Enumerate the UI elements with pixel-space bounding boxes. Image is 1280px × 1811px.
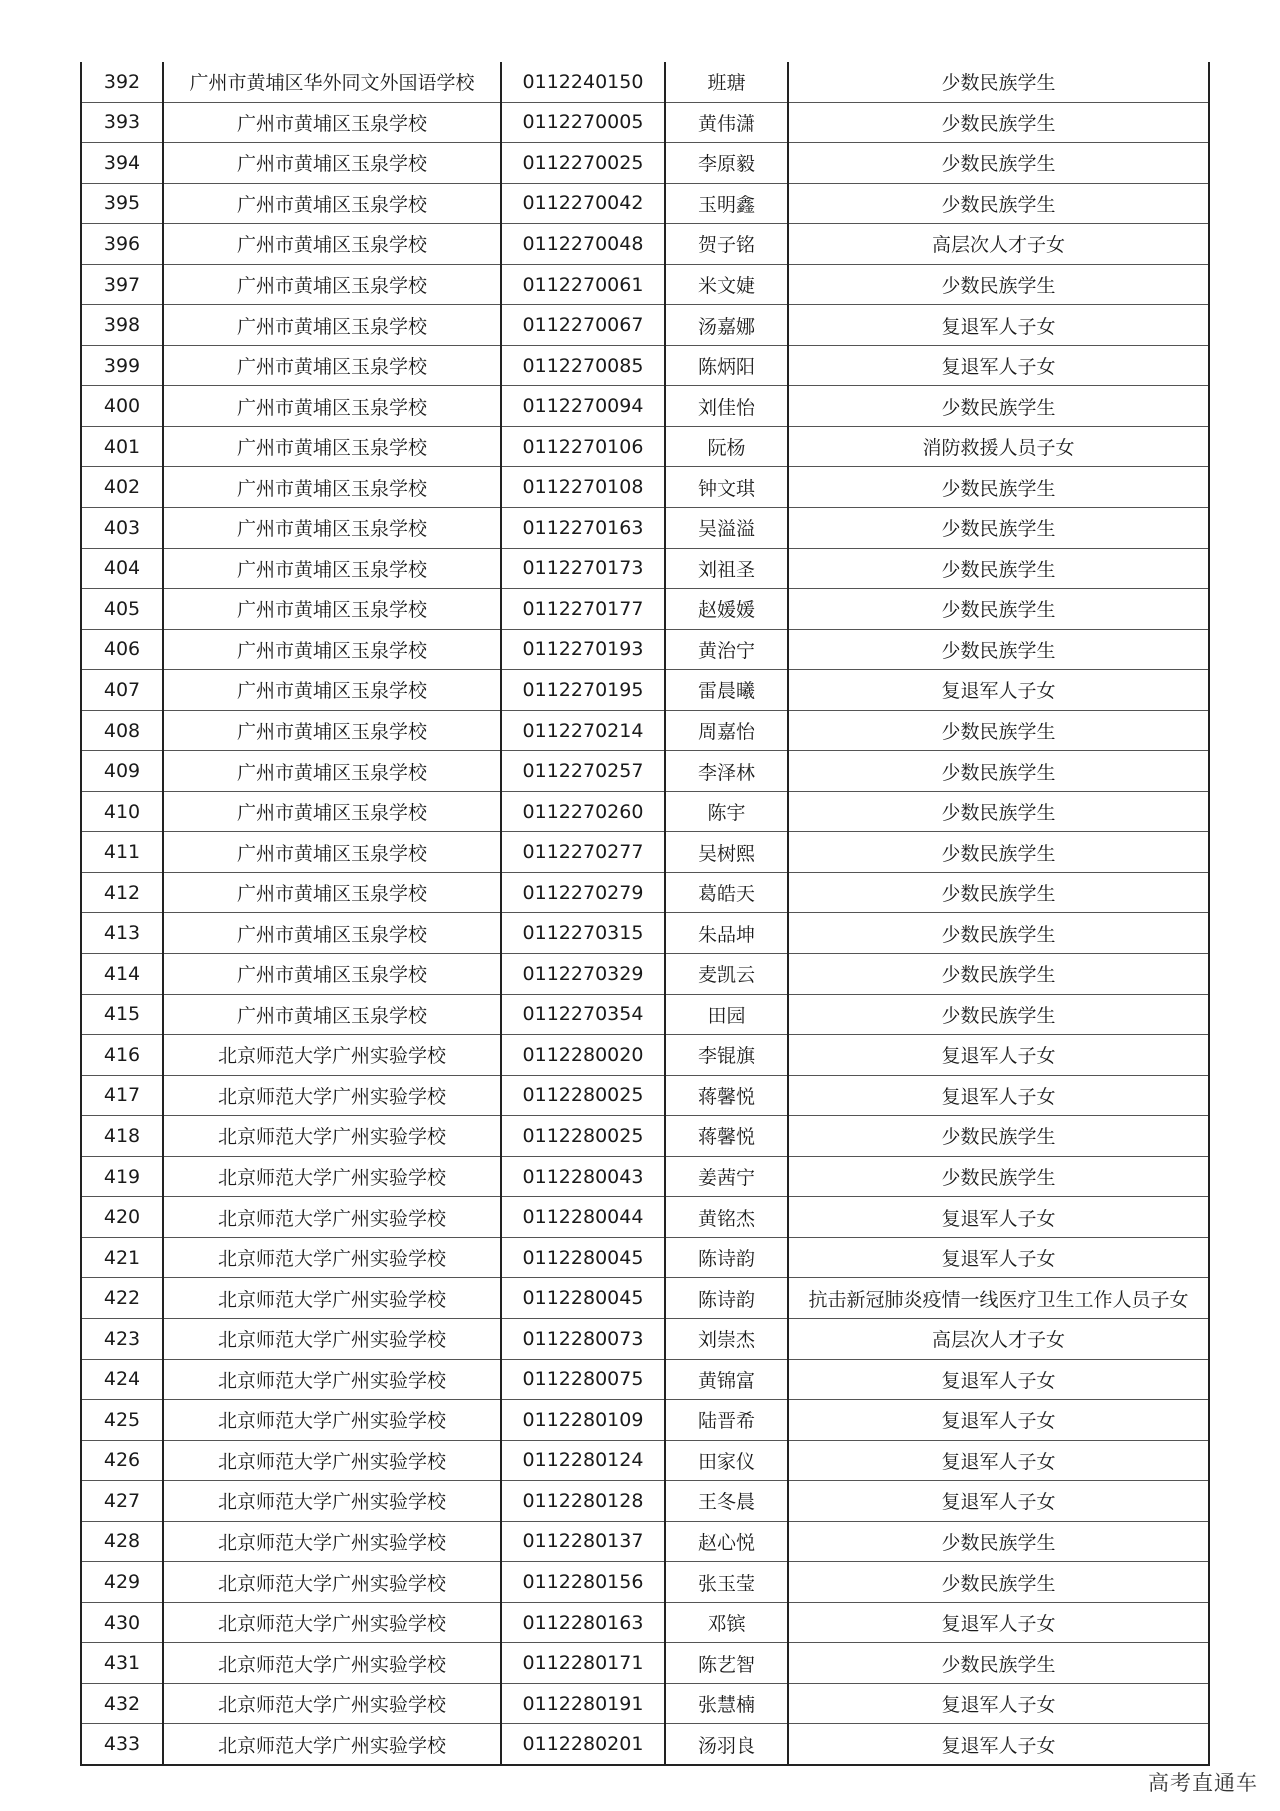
school-cell: 北京师范大学广州实验学校 <box>163 1481 501 1522</box>
category-cell: 复退军人子女 <box>788 305 1209 346</box>
table-row <box>81 1562 1209 1603</box>
student-id-cell: 0112270106 <box>501 426 665 467</box>
school-cell: 广州市黄埔区玉泉学校 <box>163 832 501 873</box>
student-id-cell: 0112270257 <box>501 751 665 792</box>
student-id-cell: 0112280156 <box>501 1562 665 1603</box>
table-row <box>81 954 1209 995</box>
student-name-cell: 贺子铭 <box>665 224 788 265</box>
school-cell: 北京师范大学广州实验学校 <box>163 1035 501 1076</box>
school-cell: 北京师范大学广州实验学校 <box>163 1562 501 1603</box>
student-id-cell: 0112270048 <box>501 224 665 265</box>
student-name-cell: 汤嘉娜 <box>665 305 788 346</box>
school-cell: 北京师范大学广州实验学校 <box>163 1521 501 1562</box>
category-cell: 少数民族学生 <box>788 143 1209 184</box>
table-row <box>81 872 1209 913</box>
student-name-cell: 雷晨曦 <box>665 670 788 711</box>
student-name-cell: 玉明鑫 <box>665 183 788 224</box>
student-id-cell: 0112280044 <box>501 1197 665 1238</box>
table-row <box>81 1602 1209 1643</box>
category-cell: 少数民族学生 <box>788 954 1209 995</box>
table-row <box>81 751 1209 792</box>
student-name-cell: 赵媛媛 <box>665 589 788 630</box>
student-name-cell: 阮杨 <box>665 426 788 467</box>
row-number-cell: 407 <box>81 670 163 711</box>
student-name-cell: 田园 <box>665 994 788 1035</box>
category-cell: 少数民族学生 <box>788 548 1209 589</box>
category-cell: 复退军人子女 <box>788 1035 1209 1076</box>
student-id-cell: 0112270042 <box>501 183 665 224</box>
category-cell: 复退军人子女 <box>788 1237 1209 1278</box>
row-number-cell: 422 <box>81 1278 163 1319</box>
student-name-cell: 吴溢溢 <box>665 508 788 549</box>
school-cell: 北京师范大学广州实验学校 <box>163 1237 501 1278</box>
school-cell: 广州市黄埔区玉泉学校 <box>163 102 501 143</box>
table-row <box>81 1197 1209 1238</box>
student-name-cell: 黄伟潇 <box>665 102 788 143</box>
row-number-cell: 412 <box>81 872 163 913</box>
row-number-cell: 408 <box>81 710 163 751</box>
student-id-cell: 0112280075 <box>501 1359 665 1400</box>
student-table <box>80 62 1210 1766</box>
school-cell: 北京师范大学广州实验学校 <box>163 1643 501 1684</box>
category-cell: 复退军人子女 <box>788 1197 1209 1238</box>
student-id-cell: 0112280163 <box>501 1602 665 1643</box>
student-id-cell: 0112270214 <box>501 710 665 751</box>
row-number-cell: 401 <box>81 426 163 467</box>
student-id-cell: 0112270173 <box>501 548 665 589</box>
category-cell: 少数民族学生 <box>788 994 1209 1035</box>
row-number-cell: 397 <box>81 264 163 305</box>
school-cell: 广州市黄埔区玉泉学校 <box>163 994 501 1035</box>
student-name-cell: 陈炳阳 <box>665 345 788 386</box>
student-name-cell: 陆晋希 <box>665 1400 788 1441</box>
table-row <box>81 1481 1209 1522</box>
row-number-cell: 424 <box>81 1359 163 1400</box>
row-number-cell: 427 <box>81 1481 163 1522</box>
row-number-cell: 404 <box>81 548 163 589</box>
student-id-cell: 0112270163 <box>501 508 665 549</box>
student-id-cell: 0112280025 <box>501 1075 665 1116</box>
school-cell: 北京师范大学广州实验学校 <box>163 1400 501 1441</box>
table-row <box>81 1035 1209 1076</box>
row-number-cell: 406 <box>81 629 163 670</box>
row-number-cell: 415 <box>81 994 163 1035</box>
school-cell: 广州市黄埔区玉泉学校 <box>163 345 501 386</box>
row-number-cell: 417 <box>81 1075 163 1116</box>
category-cell: 少数民族学生 <box>788 832 1209 873</box>
row-number-cell: 428 <box>81 1521 163 1562</box>
table-row <box>81 710 1209 751</box>
school-cell: 广州市黄埔区玉泉学校 <box>163 670 501 711</box>
student-name-cell: 葛皓天 <box>665 872 788 913</box>
category-cell: 消防救援人员子女 <box>788 426 1209 467</box>
category-cell: 复退军人子女 <box>788 1440 1209 1481</box>
row-number-cell: 409 <box>81 751 163 792</box>
category-cell: 复退军人子女 <box>788 1400 1209 1441</box>
student-name-cell: 王冬晨 <box>665 1481 788 1522</box>
table-row <box>81 994 1209 1035</box>
student-id-cell: 0112270094 <box>501 386 665 427</box>
category-cell: 少数民族学生 <box>788 1156 1209 1197</box>
category-cell: 少数民族学生 <box>788 62 1209 102</box>
student-name-cell: 刘祖圣 <box>665 548 788 589</box>
student-name-cell: 蒋馨悦 <box>665 1075 788 1116</box>
row-number-cell: 433 <box>81 1724 163 1765</box>
student-id-cell: 0112280201 <box>501 1724 665 1765</box>
row-number-cell: 393 <box>81 102 163 143</box>
watermark-text: 高考直通车 <box>1148 1771 1258 1795</box>
school-cell: 广州市黄埔区玉泉学校 <box>163 872 501 913</box>
school-cell: 北京师范大学广州实验学校 <box>163 1075 501 1116</box>
category-cell: 少数民族学生 <box>788 1643 1209 1684</box>
row-number-cell: 410 <box>81 791 163 832</box>
category-cell: 复退军人子女 <box>788 1481 1209 1522</box>
row-number-cell: 418 <box>81 1116 163 1157</box>
category-cell: 少数民族学生 <box>788 629 1209 670</box>
table-row <box>81 264 1209 305</box>
school-cell: 广州市黄埔区玉泉学校 <box>163 791 501 832</box>
student-name-cell: 吴树熙 <box>665 832 788 873</box>
student-id-cell: 0112280073 <box>501 1318 665 1359</box>
school-cell: 北京师范大学广州实验学校 <box>163 1156 501 1197</box>
table-row <box>81 1278 1209 1319</box>
table-row <box>81 386 1209 427</box>
table-row <box>81 467 1209 508</box>
category-cell: 少数民族学生 <box>788 872 1209 913</box>
table-row <box>81 1237 1209 1278</box>
table-row <box>81 1440 1209 1481</box>
table-row <box>81 589 1209 630</box>
student-id-cell: 0112280109 <box>501 1400 665 1441</box>
row-number-cell: 429 <box>81 1562 163 1603</box>
student-name-cell: 黄治宁 <box>665 629 788 670</box>
student-id-cell: 0112270067 <box>501 305 665 346</box>
student-name-cell: 汤羽良 <box>665 1724 788 1765</box>
student-name-cell: 刘佳怡 <box>665 386 788 427</box>
school-cell: 广州市黄埔区玉泉学校 <box>163 143 501 184</box>
row-number-cell: 421 <box>81 1237 163 1278</box>
school-cell: 北京师范大学广州实验学校 <box>163 1724 501 1765</box>
category-cell: 复退军人子女 <box>788 1602 1209 1643</box>
row-number-cell: 430 <box>81 1602 163 1643</box>
school-cell: 北京师范大学广州实验学校 <box>163 1197 501 1238</box>
school-cell: 北京师范大学广州实验学校 <box>163 1278 501 1319</box>
table-row <box>81 1643 1209 1684</box>
row-number-cell: 413 <box>81 913 163 954</box>
table-row <box>81 629 1209 670</box>
student-id-cell: 0112270061 <box>501 264 665 305</box>
document-page <box>80 62 1208 1766</box>
student-name-cell: 张玉莹 <box>665 1562 788 1603</box>
row-number-cell: 399 <box>81 345 163 386</box>
category-cell: 少数民族学生 <box>788 386 1209 427</box>
student-name-cell: 李锟旗 <box>665 1035 788 1076</box>
school-cell: 北京师范大学广州实验学校 <box>163 1602 501 1643</box>
student-id-cell: 0112240150 <box>501 62 665 102</box>
category-cell: 抗击新冠肺炎疫情一线医疗卫生工作人员子女 <box>788 1278 1209 1319</box>
student-id-cell: 0112280043 <box>501 1156 665 1197</box>
row-number-cell: 405 <box>81 589 163 630</box>
student-name-cell: 班瑭 <box>665 62 788 102</box>
table-row <box>81 1318 1209 1359</box>
student-name-cell: 陈诗韵 <box>665 1237 788 1278</box>
student-name-cell: 张慧楠 <box>665 1683 788 1724</box>
student-name-cell: 米文婕 <box>665 264 788 305</box>
table-row <box>81 426 1209 467</box>
school-cell: 广州市黄埔区玉泉学校 <box>163 548 501 589</box>
row-number-cell: 395 <box>81 183 163 224</box>
student-id-cell: 0112270193 <box>501 629 665 670</box>
category-cell: 复退军人子女 <box>788 1359 1209 1400</box>
table-row <box>81 345 1209 386</box>
table-row <box>81 143 1209 184</box>
school-cell: 广州市黄埔区玉泉学校 <box>163 264 501 305</box>
table-row <box>81 1156 1209 1197</box>
student-id-cell: 0112270354 <box>501 994 665 1035</box>
school-cell: 广州市黄埔区玉泉学校 <box>163 589 501 630</box>
table-row <box>81 670 1209 711</box>
student-name-cell: 姜茜宁 <box>665 1156 788 1197</box>
student-id-cell: 0112270260 <box>501 791 665 832</box>
table-row <box>81 305 1209 346</box>
category-cell: 少数民族学生 <box>788 508 1209 549</box>
school-cell: 广州市黄埔区玉泉学校 <box>163 426 501 467</box>
student-name-cell: 陈宇 <box>665 791 788 832</box>
student-id-cell: 0112270315 <box>501 913 665 954</box>
category-cell: 少数民族学生 <box>788 1562 1209 1603</box>
student-name-cell: 刘崇杰 <box>665 1318 788 1359</box>
school-cell: 广州市黄埔区玉泉学校 <box>163 386 501 427</box>
school-cell: 广州市黄埔区玉泉学校 <box>163 305 501 346</box>
table-body <box>81 62 1209 1765</box>
school-cell: 北京师范大学广州实验学校 <box>163 1683 501 1724</box>
category-cell: 高层次人才子女 <box>788 224 1209 265</box>
student-id-cell: 0112270025 <box>501 143 665 184</box>
table-row <box>81 1683 1209 1724</box>
category-cell: 复退军人子女 <box>788 1075 1209 1116</box>
row-number-cell: 400 <box>81 386 163 427</box>
student-name-cell: 黄锦富 <box>665 1359 788 1400</box>
student-id-cell: 0112270329 <box>501 954 665 995</box>
table-row <box>81 913 1209 954</box>
school-cell: 广州市黄埔区玉泉学校 <box>163 629 501 670</box>
student-id-cell: 0112280128 <box>501 1481 665 1522</box>
student-name-cell: 李原毅 <box>665 143 788 184</box>
table-row <box>81 832 1209 873</box>
school-cell: 广州市黄埔区玉泉学校 <box>163 183 501 224</box>
school-cell: 北京师范大学广州实验学校 <box>163 1359 501 1400</box>
category-cell: 高层次人才子女 <box>788 1318 1209 1359</box>
category-cell: 少数民族学生 <box>788 589 1209 630</box>
row-number-cell: 419 <box>81 1156 163 1197</box>
table-row <box>81 183 1209 224</box>
row-number-cell: 420 <box>81 1197 163 1238</box>
row-number-cell: 432 <box>81 1683 163 1724</box>
student-name-cell: 陈诗韵 <box>665 1278 788 1319</box>
student-name-cell: 周嘉怡 <box>665 710 788 751</box>
school-cell: 北京师范大学广州实验学校 <box>163 1440 501 1481</box>
category-cell: 少数民族学生 <box>788 1521 1209 1562</box>
school-cell: 广州市黄埔区华外同文外国语学校 <box>163 62 501 102</box>
table-row <box>81 1116 1209 1157</box>
student-id-cell: 0112280191 <box>501 1683 665 1724</box>
category-cell: 复退军人子女 <box>788 345 1209 386</box>
category-cell: 少数民族学生 <box>788 791 1209 832</box>
student-id-cell: 0112270108 <box>501 467 665 508</box>
school-cell: 广州市黄埔区玉泉学校 <box>163 751 501 792</box>
category-cell: 少数民族学生 <box>788 467 1209 508</box>
student-id-cell: 0112270177 <box>501 589 665 630</box>
student-name-cell: 赵心悦 <box>665 1521 788 1562</box>
category-cell: 少数民族学生 <box>788 751 1209 792</box>
student-id-cell: 0112280025 <box>501 1116 665 1157</box>
school-cell: 北京师范大学广州实验学校 <box>163 1318 501 1359</box>
row-number-cell: 425 <box>81 1400 163 1441</box>
row-number-cell: 416 <box>81 1035 163 1076</box>
student-name-cell: 黄铭杰 <box>665 1197 788 1238</box>
school-cell: 广州市黄埔区玉泉学校 <box>163 508 501 549</box>
student-id-cell: 0112280171 <box>501 1643 665 1684</box>
row-number-cell: 398 <box>81 305 163 346</box>
category-cell: 少数民族学生 <box>788 183 1209 224</box>
table-row <box>81 1359 1209 1400</box>
student-id-cell: 0112270279 <box>501 872 665 913</box>
row-number-cell: 396 <box>81 224 163 265</box>
category-cell: 少数民族学生 <box>788 1116 1209 1157</box>
row-number-cell: 411 <box>81 832 163 873</box>
table-row <box>81 224 1209 265</box>
category-cell: 少数民族学生 <box>788 913 1209 954</box>
student-id-cell: 0112270085 <box>501 345 665 386</box>
table-row <box>81 102 1209 143</box>
category-cell: 少数民族学生 <box>788 102 1209 143</box>
school-cell: 广州市黄埔区玉泉学校 <box>163 224 501 265</box>
school-cell: 广州市黄埔区玉泉学校 <box>163 913 501 954</box>
row-number-cell: 402 <box>81 467 163 508</box>
table-row <box>81 1724 1209 1765</box>
category-cell: 少数民族学生 <box>788 264 1209 305</box>
student-id-cell: 0112270195 <box>501 670 665 711</box>
school-cell: 广州市黄埔区玉泉学校 <box>163 710 501 751</box>
row-number-cell: 423 <box>81 1318 163 1359</box>
row-number-cell: 392 <box>81 62 163 102</box>
school-cell: 北京师范大学广州实验学校 <box>163 1116 501 1157</box>
row-number-cell: 403 <box>81 508 163 549</box>
student-name-cell: 田家仪 <box>665 1440 788 1481</box>
school-cell: 广州市黄埔区玉泉学校 <box>163 954 501 995</box>
table-row <box>81 791 1209 832</box>
student-id-cell: 0112280137 <box>501 1521 665 1562</box>
table-row <box>81 1075 1209 1116</box>
student-id-cell: 0112270277 <box>501 832 665 873</box>
student-id-cell: 0112280124 <box>501 1440 665 1481</box>
student-name-cell: 蒋馨悦 <box>665 1116 788 1157</box>
student-name-cell: 钟文琪 <box>665 467 788 508</box>
student-id-cell: 0112280020 <box>501 1035 665 1076</box>
student-id-cell: 0112280045 <box>501 1237 665 1278</box>
school-cell: 广州市黄埔区玉泉学校 <box>163 467 501 508</box>
student-name-cell: 邓镔 <box>665 1602 788 1643</box>
student-id-cell: 0112270005 <box>501 102 665 143</box>
table-row <box>81 548 1209 589</box>
table-row <box>81 1521 1209 1562</box>
student-id-cell: 0112280045 <box>501 1278 665 1319</box>
table-row <box>81 62 1209 102</box>
category-cell: 少数民族学生 <box>788 710 1209 751</box>
student-name-cell: 陈艺智 <box>665 1643 788 1684</box>
category-cell: 复退军人子女 <box>788 1683 1209 1724</box>
student-name-cell: 朱品坤 <box>665 913 788 954</box>
row-number-cell: 414 <box>81 954 163 995</box>
row-number-cell: 426 <box>81 1440 163 1481</box>
table-row <box>81 1400 1209 1441</box>
student-name-cell: 麦凯云 <box>665 954 788 995</box>
student-name-cell: 李泽林 <box>665 751 788 792</box>
category-cell: 复退军人子女 <box>788 670 1209 711</box>
table-row <box>81 508 1209 549</box>
row-number-cell: 394 <box>81 143 163 184</box>
category-cell: 复退军人子女 <box>788 1724 1209 1765</box>
row-number-cell: 431 <box>81 1643 163 1684</box>
